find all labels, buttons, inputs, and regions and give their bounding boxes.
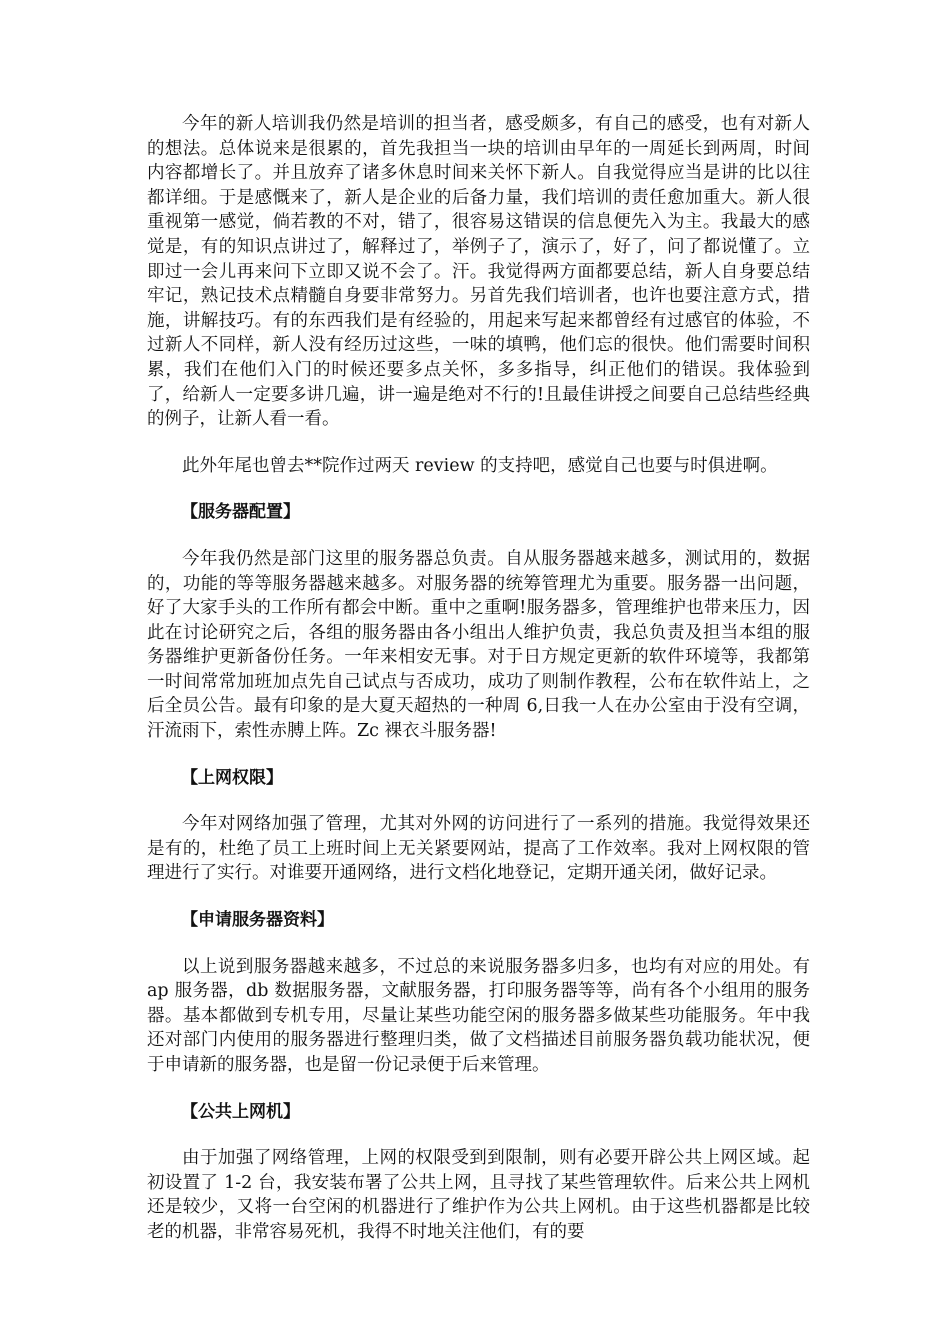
document-page	[147, 112, 810, 1245]
paragraph-server-config: 今年我仍然是部门这里的服务器总负责。自从服务器越来越多，测试用的，数据的，功能的等等服务器越来越多。对服务器的统筹管理尤为重要。服务器一出问题，好了大家手头的工作所有都会中断。重中之重啊!服务器多，管理维护也带来压力，因此在讨论研究之后，各组的服务器由各小组出人维护负责，我总负责及担当本组的服务器维护更新备份任务。一年来相安无事。对于日方规定更新的软件环境等，我都第一时间常常加班加点先自己试点与否成功，成功了则制作教程，公布在软件站上，之后全员公告。最有印象的是大夏天超热的一种周 6,日我一人在办公室由于没有空调，汗流雨下，索性赤膊上阵。Zc 裸衣斗服务器!	[147, 548, 810, 742]
paragraph-training: 今年的新人培训我仍然是培训的担当者，感受颇多，有自己的感受，也有对新人的想法。总体说来是很累的，首先我担当一块的培训由早年的一周延长到两周，时间内容都增长了。并且放弃了诸多休息时间来关怀下新人。自我觉得应当是讲的比以往都详细。于是感慨来了，新人是企业的后备力量，我们培训的责任愈加重大。新人很重视第一感觉，倘若教的不对，错了，很容易这错误的信息便先入为主。我最大的感觉是，有的知识点讲过了，解释过了，举例子了，演示了，好了，问了都说懂了。立即过一会儿再来问下立即又说不会了。汗。我觉得两方面都要总结，新人自身要总结牢记，熟记技术点精髓自身要非常努力。另首先我们培训者，也许也要注意方式，措施，讲解技巧。有的东西我们是有经验的，用起来写起来都曾经有过感官的体验，不过新人不同样，新人没有经历过这些，一味的填鸭，他们忘的很快。他们需要时间积累，我们在他们入门的时候还要多点关怀，多多指导，纠正他们的错误。我体验到了，给新人一定要多讲几遍，讲一遍是绝对不行的!且最佳讲授之间要自己总结些经典的例子，让新人看一看。	[147, 114, 810, 430]
heading-public-terminals: 【公共上网机】	[181, 1101, 300, 1122]
paragraph-server-application: 以上说到服务器越来越多，不过总的来说服务器多归多，也均有对应的用处。有 ap 服务器，db 数据服务器，文献服务器，打印服务器等等，尚有各个小组用的服务器。基本都做到专机专用，尽量让某些功能空闲的服务器多做某些功能服务。年中我还对部门内使用的服务器进行整理归类，做了文档描述目前服务器负载功能状况，便于申请新的服务器，也是留一份记录便于后来管理。	[147, 956, 810, 1075]
paragraph-internet-permissions: 今年对网络加强了管理，尤其对外网的访问进行了一系列的措施。我觉得效果还是有的，杜绝了员工上班时间上无关紧要网站，提高了工作效率。我对上网权限的管理进行了实行。对谁要开通网络，进行文档化地登记，定期开通关闭，做好记录。	[147, 814, 810, 884]
paragraph-public-terminals: 由于加强了网络管理，上网的权限受到到限制，则有必要开辟公共上网区域。起初设置了 1-2 台，我安装布署了公共上网，且寻找了某些管理软件。后来公共上网机还是较少，又将一台空闲的机器进行了维护作为公共上网机。由于这些机器都是比较老的机器，非常容易死机，我得不时地关注他们，有的要	[147, 1148, 810, 1242]
heading-internet-permissions: 【上网权限】	[181, 767, 283, 788]
paragraph-review: 此外年尾也曾去**院作过两天 review 的支持吧，感觉自己也要与时俱进啊。	[182, 455, 778, 476]
heading-server-config: 【服务器配置】	[181, 502, 300, 523]
heading-server-application: 【申请服务器资料】	[181, 910, 334, 931]
